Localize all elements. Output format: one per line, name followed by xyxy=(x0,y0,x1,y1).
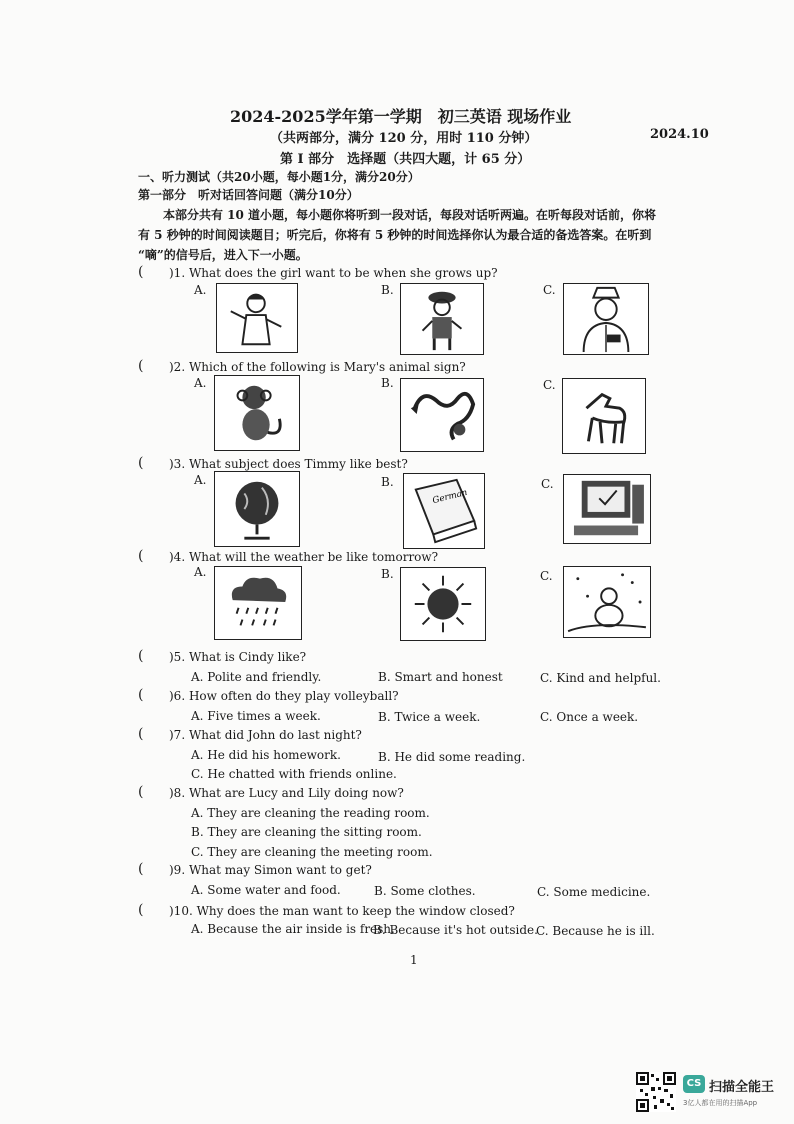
german-book-icon[interactable] xyxy=(403,473,485,549)
q9-option-a[interactable]: A. Some water and food. xyxy=(191,883,341,897)
question-10: )10. Why does the man want to keep the window closed? xyxy=(169,904,515,918)
exam-date: 2024.10 xyxy=(650,127,709,142)
doctor-icon[interactable] xyxy=(563,283,649,355)
answer-paren[interactable]: ( xyxy=(138,726,144,742)
part1-heading: 第一部分 听对话回答问题（满分10分） xyxy=(138,188,359,202)
question-4: )4. What will the weather be like tomorrow? xyxy=(169,550,439,564)
camscanner-logo: CS xyxy=(683,1075,705,1093)
option-c-label: C. xyxy=(540,569,553,583)
book-label: German xyxy=(431,487,469,507)
q5-option-a[interactable]: A. Polite and friendly. xyxy=(191,670,322,684)
option-b-label: B. xyxy=(381,475,394,489)
sun-icon[interactable] xyxy=(400,567,486,641)
q6-option-a[interactable]: A. Five times a week. xyxy=(191,709,321,723)
q5-option-c[interactable]: C. Kind and helpful. xyxy=(540,671,661,685)
option-c-label: C. xyxy=(543,283,556,297)
question-9: )9. What may Simon want to get? xyxy=(169,863,372,877)
q8-option-a[interactable]: A. They are cleaning the reading room. xyxy=(191,806,430,820)
q6-option-c[interactable]: C. Once a week. xyxy=(540,710,639,724)
question-3: )3. What subject does Timmy like best? xyxy=(169,457,408,471)
q6-option-b[interactable]: B. Twice a week. xyxy=(378,710,481,724)
answer-paren[interactable]: ( xyxy=(138,455,144,471)
option-a-label: A. xyxy=(194,376,207,390)
option-a-label: A. xyxy=(194,473,207,487)
answer-paren[interactable]: ( xyxy=(138,358,144,374)
option-b-label: B. xyxy=(381,376,394,390)
globe-icon[interactable] xyxy=(214,471,300,547)
question-7: )7. What did John do last night? xyxy=(169,728,362,742)
answer-paren[interactable]: ( xyxy=(138,648,144,664)
question-6: )6. How often do they play volleyball? xyxy=(169,689,399,703)
instruction-line-2: 有 5 秒钟的时间阅读题目；听完后，你将有 5 秒钟的时间选择你认为最合适的备选答案。在听到 xyxy=(138,228,652,242)
computer-icon[interactable] xyxy=(563,474,651,544)
girl-singer-icon[interactable] xyxy=(216,283,298,353)
answer-paren[interactable]: ( xyxy=(138,548,144,564)
q7-option-c[interactable]: C. He chatted with friends online. xyxy=(191,767,397,781)
answer-paren[interactable]: ( xyxy=(138,687,144,703)
q5-option-b[interactable]: B. Smart and honest xyxy=(378,670,503,684)
boy-worker-icon[interactable] xyxy=(400,283,484,355)
monkey-icon[interactable] xyxy=(214,375,300,451)
instruction-line-3: “嘀”的信号后，进入下一小题。 xyxy=(138,248,308,262)
q10-option-a[interactable]: A. Because the air inside is fresh. xyxy=(191,922,395,936)
q8-option-b[interactable]: B. They are cleaning the sitting room. xyxy=(191,825,422,839)
q7-option-b[interactable]: B. He did some reading. xyxy=(378,750,526,764)
option-b-label: B. xyxy=(381,567,394,581)
question-2: )2. Which of the following is Mary's animal sign? xyxy=(169,360,466,374)
exam-subtitle: （共两部分，满分 120 分，用时 110 分钟） xyxy=(270,131,538,146)
option-a-label: A. xyxy=(194,283,207,297)
instruction-line-1: 本部分共有 10 道小题，每小题你将听到一段对话，每段对话听两遍。在听每段对话前，你将 xyxy=(163,208,657,222)
app-name: 扫描全能王 xyxy=(709,1080,775,1095)
option-c-label: C. xyxy=(543,378,556,392)
question-5: )5. What is Cindy like? xyxy=(169,650,307,664)
q9-option-b[interactable]: B. Some clothes. xyxy=(374,884,476,898)
answer-paren[interactable]: ( xyxy=(138,861,144,877)
option-c-label: C. xyxy=(541,477,554,491)
app-tagline: 3亿人都在用的扫描App xyxy=(683,1099,758,1107)
qr-code-icon xyxy=(636,1072,676,1112)
q8-option-c[interactable]: C. They are cleaning the meeting room. xyxy=(191,845,433,859)
answer-paren[interactable]: ( xyxy=(138,784,144,800)
exam-title: 2024-2025学年第一学期 初三英语 现场作业 xyxy=(230,107,572,126)
answer-paren[interactable]: ( xyxy=(138,264,144,280)
question-1: )1. What does the girl want to be when she grows up? xyxy=(169,266,498,280)
part-title: 第 I 部分 选择题（共四大题，计 65 分） xyxy=(280,152,531,167)
horse-icon[interactable] xyxy=(562,378,646,454)
dragon-icon[interactable] xyxy=(400,378,484,452)
page-number: 1 xyxy=(410,953,418,967)
option-a-label: A. xyxy=(194,565,207,579)
rain-cloud-icon[interactable] xyxy=(214,566,302,640)
q10-option-b[interactable]: B. Because it's hot outside. xyxy=(373,923,538,937)
snowman-icon[interactable] xyxy=(563,566,651,638)
q10-option-c[interactable]: C. Because he is ill. xyxy=(536,924,655,938)
option-b-label: B. xyxy=(381,283,394,297)
q9-option-c[interactable]: C. Some medicine. xyxy=(537,885,651,899)
answer-paren[interactable]: ( xyxy=(138,902,144,918)
q7-option-a[interactable]: A. He did his homework. xyxy=(191,748,341,762)
section-heading: 一、听力测试（共20小题，每小题1分，满分20分） xyxy=(138,170,420,184)
question-8: )8. What are Lucy and Lily doing now? xyxy=(169,786,404,800)
